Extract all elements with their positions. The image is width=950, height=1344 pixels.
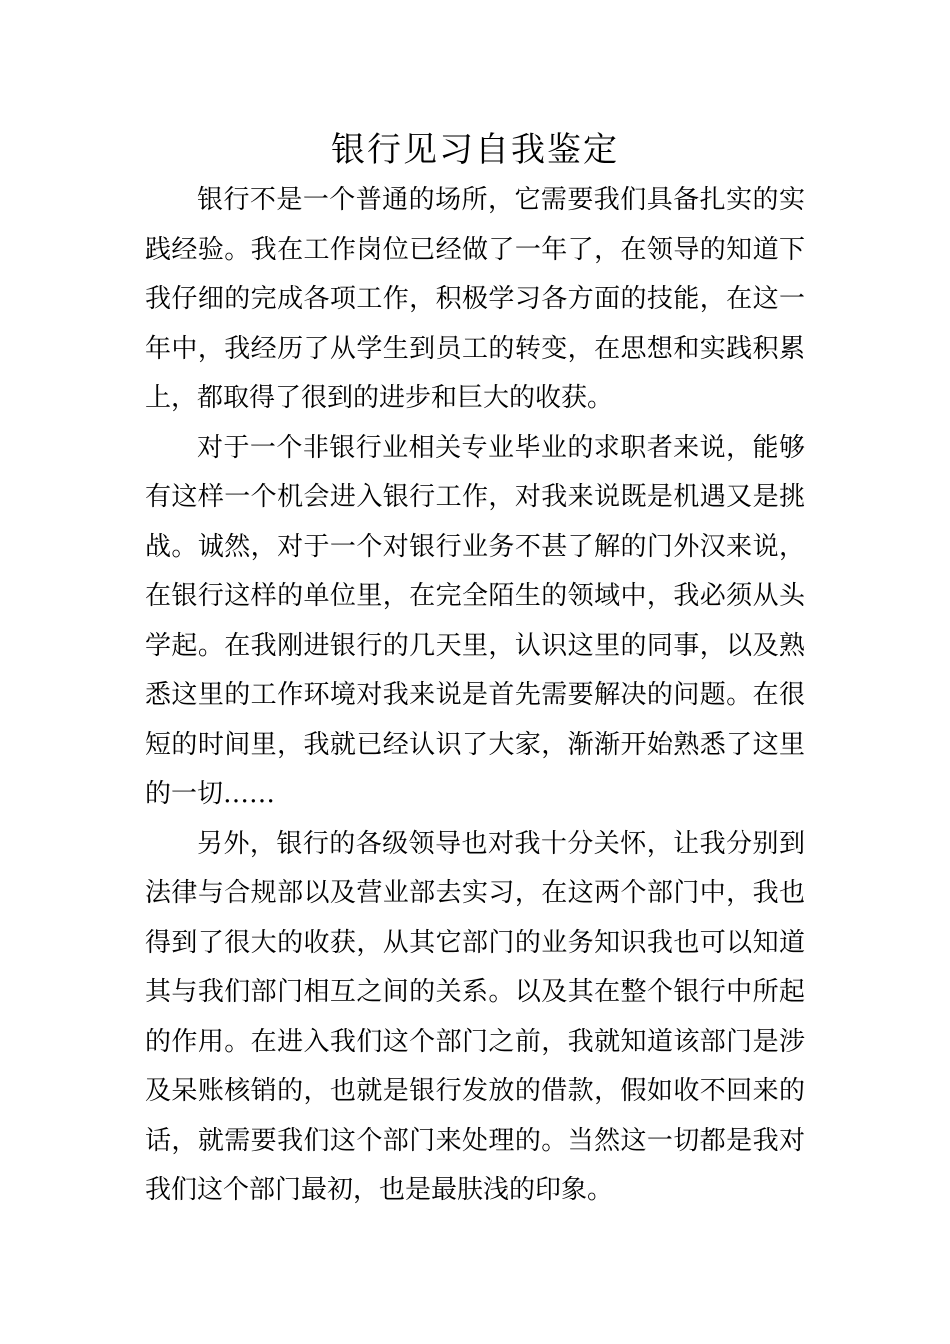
paragraph-2: 对于一个非银行业相关专业毕业的求职者来说，能够有这样一个机会进入银行工作，对我来说既是机遇又是挑战。诚然，对于一个对银行业务不甚了解的门外汉来说，在银行这样的单位里，在完全陌生的领域中，我必须从头学起。在我刚进银行的几天里，认识这里的同事，以及熟悉这里的工作环境对我来说是首先需要解决的问题。在很短的时间里，我就已经认识了大家，渐渐开始熟悉了这里的一切……: [145, 432, 805, 809]
paragraph-1: 银行不是一个普通的场所，它需要我们具备扎实的实践经验。我在工作岗位已经做了一年了，在领导的知道下我仔细的完成各项工作，积极学习各方面的技能，在这一年中，我经历了从学生到员工的转变，在思想和实践积累上，都取得了很到的进步和巨大的收获。: [145, 185, 805, 413]
document-title: 银行见习自我鉴定: [331, 130, 619, 170]
paragraph-3: 另外，银行的各级领导也对我十分关怀，让我分别到法律与合规部以及营业部去实习，在这两个部门中，我也得到了很大的收获，从其它部门的业务知识我也可以知道其与我们部门相互之间的关系。以及其在整个银行中所起的作用。在进入我们这个部门之前，我就知道该部门是涉及呆账核销的，也就是银行发放的借款，假如收不回来的话，就需要我们这个部门来处理的。当然这一切都是我对我们这个部门最初，也是最肤浅的印象。: [145, 828, 805, 1205]
document-body: [145, 176, 805, 1216]
